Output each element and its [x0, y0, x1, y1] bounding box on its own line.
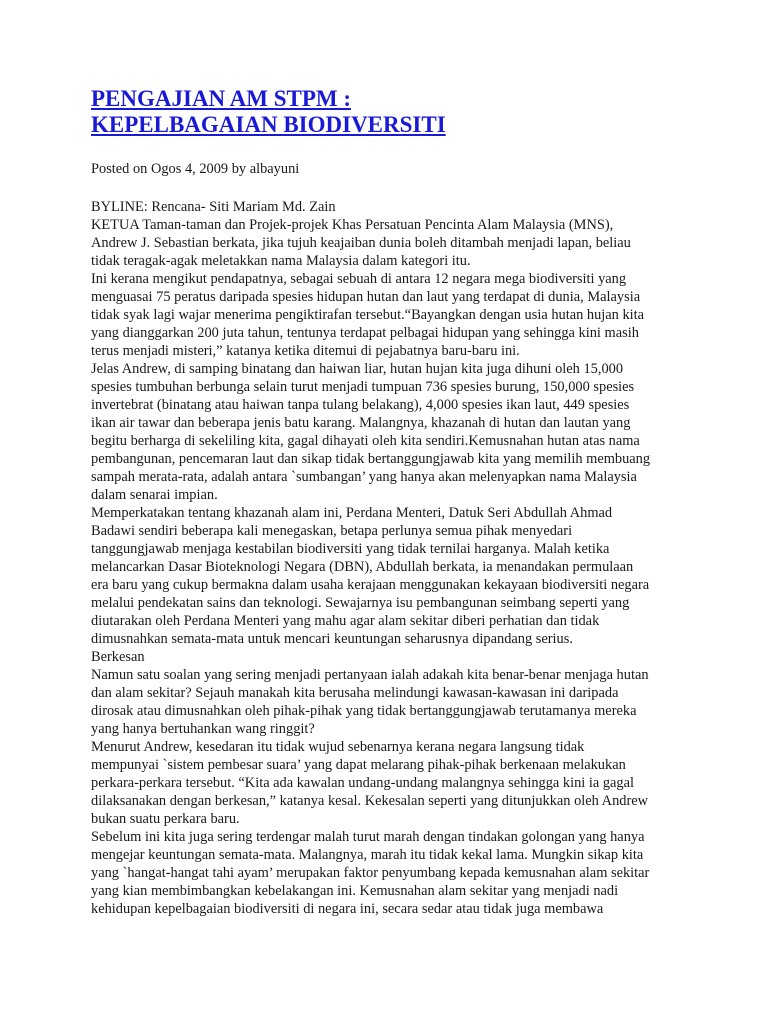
paragraph: Sebelum ini kita juga sering terdengar malah turut marah dengan tindakan golongan yang hanya mengejar keuntungan semata-mata. Malangnya, marah itu tidak kekal lama. Mungkin sikap kita yang `hangat-hangat tahi ayam’ merupakan faktor penyumbang kepada kemusnahan alam sekitar yang kian membimbangkan kebelakangan ini. Kemusnahan alam sekitar yang menjadi nadi kehidupan kepelbagaian biodiversiti di negara ini, secara sedar atau tidak juga membawa	[91, 829, 650, 917]
post-title-link[interactable]	[91, 86, 691, 138]
post-meta: Posted on Ogos 4, 2009 by albayuni	[91, 161, 300, 177]
post-title-line-2[interactable]: KEPELBAGAIAN BIODIVERSITI	[91, 112, 446, 137]
paragraph: KETUA Taman-taman dan Projek-projek Khas Persatuan Pencinta Alam Malaysia (MNS), Andrew J. Sebastian berkata, jika tujuh keajaiban dunia boleh ditambah menjadi lapan, beliau tidak teragak-agak meletakkan nama Malaysia dalam kategori itu.	[91, 217, 631, 269]
paragraph: Jelas Andrew, di samping binatang dan haiwan liar, hutan hujan kita juga dihuni oleh 15,000 spesies tumbuhan berbunga selain turut menjadi tumpuan 736 spesies burung, 150,000 spesies invertebrat (binatang atau haiwan tanpa tulang belakang), 4,000 spesies ikan laut, 449 spesies ikan air tawar dan beberapa jenis batu karang. Malangnya, khazanah di hutan dan lautan yang begitu berharga di sekeliling kita, gagal dihayati oleh kita sendiri.Kemusnahan hutan atas nama pembangunan, pencemaran laut dan sikap tidak bertanggungjawab kita yang memilih membuang sampah merata-rata, adalah antara `sumbangan’ yang hanya akan melenyapkan nama Malaysia dalam senarai impian.	[91, 361, 651, 503]
post-title-line-1[interactable]: PENGAJIAN AM STPM :	[91, 86, 352, 111]
section-heading: Berkesan	[91, 649, 145, 665]
article	[91, 86, 691, 918]
paragraph: Namun satu soalan yang sering menjadi pertanyaan ialah adakah kita benar-benar menjaga hutan dan alam sekitar? Sejauh manakah kita berusaha melindungi kawasan-kawasan ini daripada dirosak atau dimusnahkan oleh pihak-pihak yang tidak bertanggungjawab terutamanya mereka yang hanya bertuhankan wang ringgit?	[91, 667, 649, 737]
paragraph: Memperkatakan tentang khazanah alam ini, Perdana Menteri, Datuk Seri Abdullah Ahmad Badawi sendiri beberapa kali menegaskan, betapa perlunya semua pihak menyedari tanggungjawab menjaga kestabilan biodiversiti yang tidak ternilai harganya. Malah ketika melancarkan Dasar Bioteknologi Negara (DBN), Abdullah berkata, ia menandakan permulaan era baru yang cukup bermakna dalam usaha kerajaan menggunakan kekayaan biodiversiti negara melalui pendekatan sains dan teknologi. Sewajarnya isu pembangunan seimbang seperti yang diutarakan oleh Perdana Menteri yang mahu agar alam sekitar diberi perhatian dan tidak dimusnahkan semata-mata untuk mencari keuntungan seharusnya dipandang serius.	[91, 505, 650, 647]
byline: BYLINE: Rencana- Siti Mariam Md. Zain	[91, 199, 336, 215]
paragraph: Ini kerana mengikut pendapatnya, sebagai sebuah di antara 12 negara mega biodiversiti yang menguasai 75 peratus daripada spesies hidupan hutan dan laut yang terdapat di dunia, Malaysia tidak syak lagi wajar menerima pengiktirafan tersebut.“Bayangkan dengan usia hutan hujan kita yang dianggarkan 200 juta tahun, tentunya terdapat pelbagai hidupan yang sehingga kini masih terus menjadi misteri,” katanya ketika ditemui di pejabatnya baru-baru ini.	[91, 271, 645, 359]
article-body	[91, 216, 691, 918]
paragraph: Menurut Andrew, kesedaran itu tidak wujud sebenarnya kerana negara langsung tidak mempunyai `sistem pembesar suara’ yang dapat melarang pihak-pihak berkenaan melakukan perkara-perkara tersebut. “Kita ada kawalan undang-undang malangnya sehingga kini ia gagal dilaksanakan dengan berkesan,” katanya kesal. Kekesalan seperti yang ditunjukkan oleh Andrew bukan suatu perkara baru.	[91, 739, 649, 827]
